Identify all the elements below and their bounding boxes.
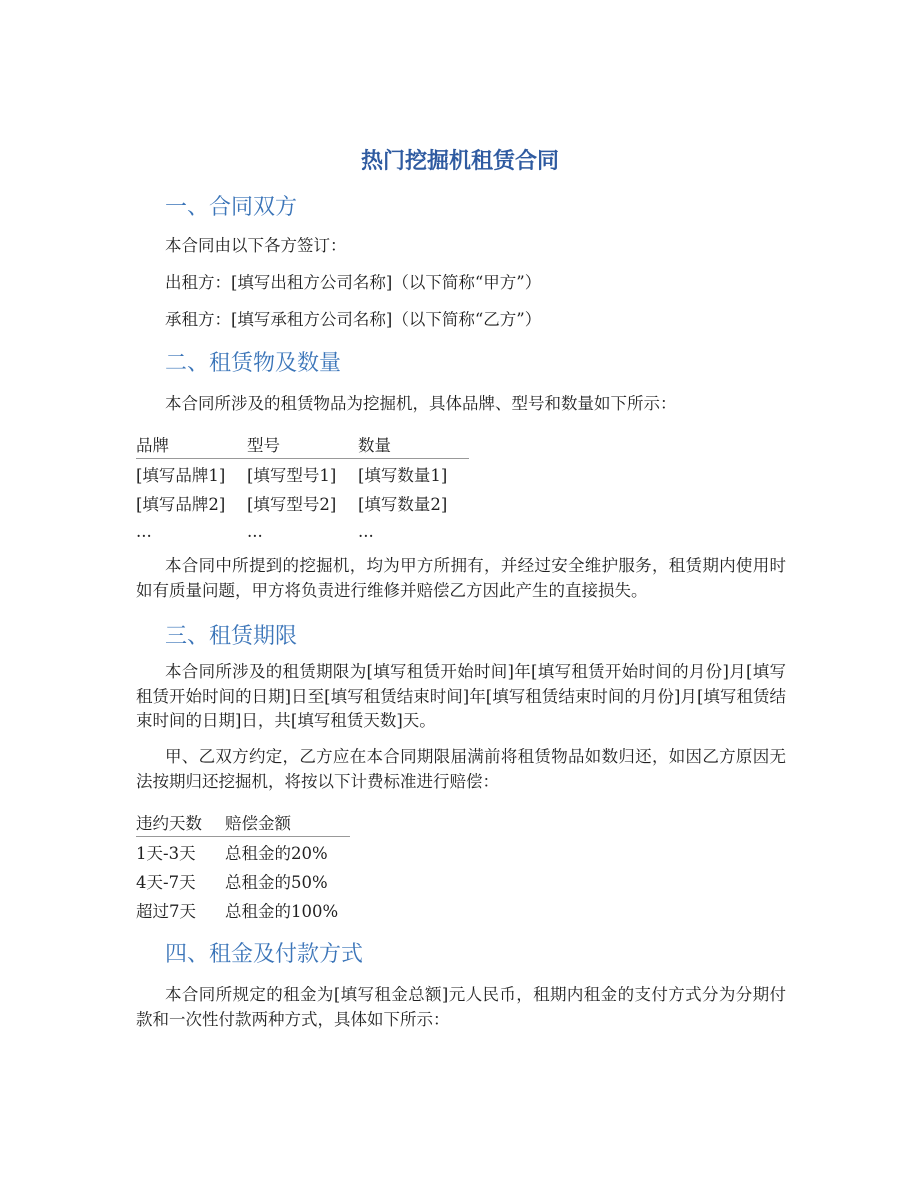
lessee-line: 承租方：[填写承租方公司名称]（以下简称“乙方”） bbox=[165, 310, 542, 329]
section-2-heading: 二、租赁物及数量 bbox=[165, 351, 342, 376]
section-3-heading: 三、租赁期限 bbox=[165, 624, 298, 649]
table-row bbox=[136, 837, 350, 867]
section-1-heading: 一、合同双方 bbox=[165, 195, 298, 220]
table-cell: 总租金的20% bbox=[225, 843, 328, 863]
table-header-cell: 数量 bbox=[358, 429, 469, 459]
table-cell: [填写型号2] bbox=[247, 494, 337, 514]
table-header-cell: 型号 bbox=[247, 429, 358, 459]
lessor-line: 出租方：[填写出租方公司名称]（以下简称“甲方”） bbox=[165, 273, 542, 292]
table-cell: [填写数量1] bbox=[358, 465, 448, 485]
equipment-table bbox=[136, 429, 469, 546]
section-3-paragraph-2: 甲、乙双方约定，乙方应在本合同期限届满前将租赁物品如数归还，如因乙方原因无法按期归还挖掘机，将按以下计费标准进行赔偿： bbox=[136, 747, 786, 791]
section-4-heading: 四、租金及付款方式 bbox=[165, 942, 364, 967]
table-header-row bbox=[136, 807, 350, 837]
table-cell: ... bbox=[136, 522, 152, 541]
table-header-cell: 品牌 bbox=[136, 429, 247, 459]
table-cell: 1天-3天 bbox=[136, 843, 196, 863]
section-4-paragraph: 本合同所规定的租金为[填写租金总额]元人民币，租期内租金的支付方式分为分期付款和一次性付款两种方式，具体如下所示： bbox=[136, 985, 786, 1029]
table-cell: [填写数量2] bbox=[358, 494, 448, 514]
table-header-cell: 赔偿金额 bbox=[225, 807, 350, 837]
table-cell: [填写品牌2] bbox=[136, 494, 226, 514]
table-cell: [填写型号1] bbox=[247, 465, 337, 485]
table-cell: ... bbox=[358, 522, 374, 541]
table-cell: [填写品牌1] bbox=[136, 465, 226, 485]
table-row bbox=[136, 517, 469, 546]
document-title: 热门挖掘机租赁合同 bbox=[360, 149, 559, 174]
section-3-paragraph-1: 本合同所涉及的租赁期限为[填写租赁开始时间]年[填写租赁开始时间的月份]月[填写租赁开始时间的日期]日至[填写租赁结束时间]年[填写租赁结束时间的月份]月[填写租赁结束时间的日期]日，共[填写租赁天数]天。 bbox=[136, 662, 786, 730]
section-2-paragraph: 本合同中所提到的挖掘机，均为甲方所拥有，并经过安全维护服务，租赁期内使用时如有质量问题，甲方将负责进行维修并赔偿乙方因此产生的直接损失。 bbox=[136, 556, 786, 600]
table-cell: 总租金的50% bbox=[225, 872, 328, 892]
table-row bbox=[136, 488, 469, 517]
table-row bbox=[136, 459, 469, 489]
table-cell: 4天-7天 bbox=[136, 872, 196, 892]
section-2-intro: 本合同所涉及的租赁物品为挖掘机，具体品牌、型号和数量如下所示： bbox=[165, 394, 677, 413]
table-cell: 总租金的100% bbox=[225, 901, 339, 921]
table-cell: ... bbox=[247, 522, 263, 541]
table-header-row bbox=[136, 429, 469, 459]
table-header-cell: 违约天数 bbox=[136, 807, 225, 837]
section-1-intro: 本合同由以下各方签订： bbox=[165, 236, 347, 255]
table-row bbox=[136, 895, 350, 924]
table-cell: 超过7天 bbox=[136, 901, 196, 921]
table-row bbox=[136, 866, 350, 895]
penalty-table bbox=[136, 807, 350, 924]
